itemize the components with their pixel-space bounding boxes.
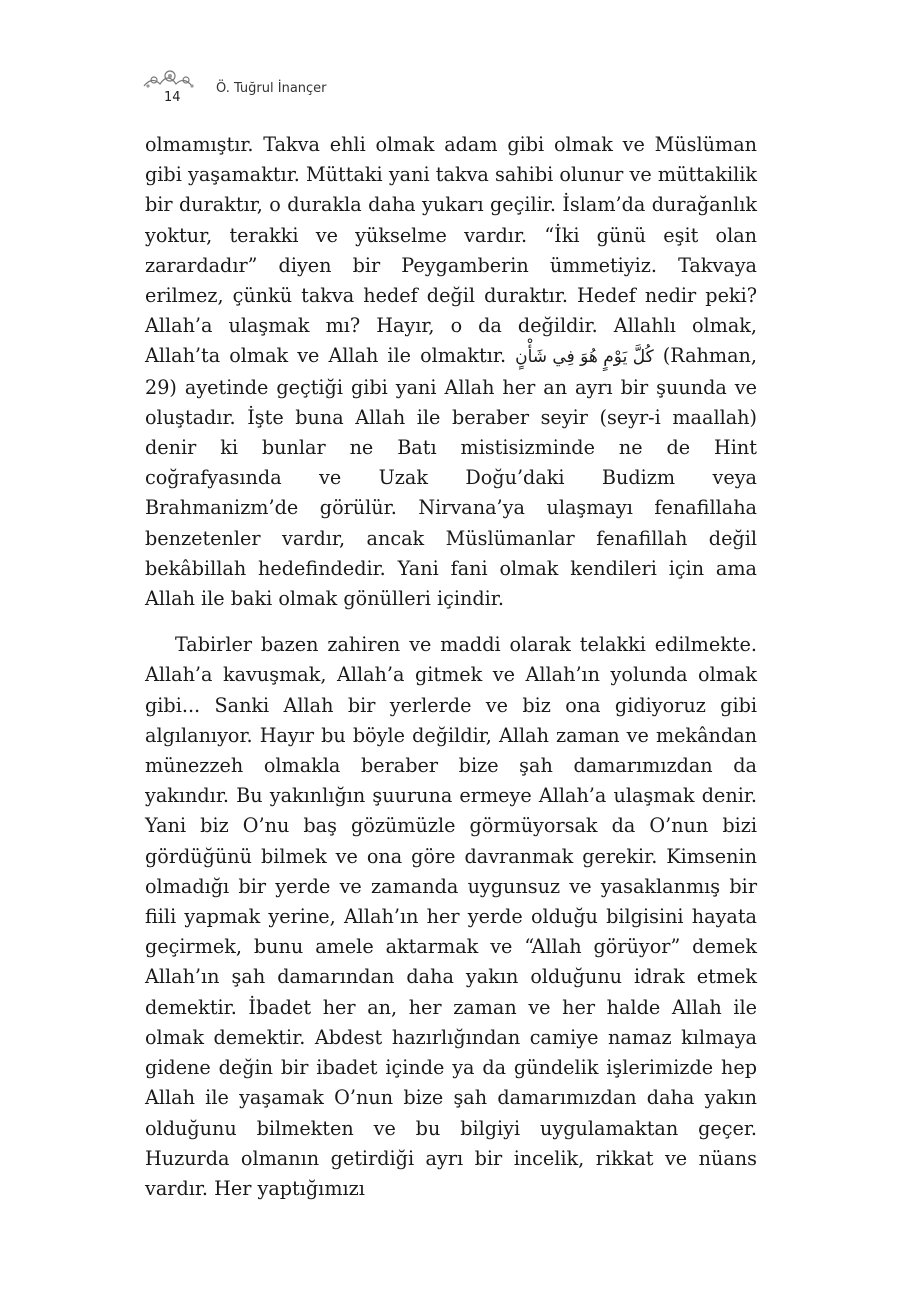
arabic-verse: كُلَّ يَوْمٍ هُوَ فِي شَأْنٍ [515, 347, 654, 368]
paragraph-1 [145, 130, 757, 614]
page-number: 14 [164, 90, 181, 105]
page-header [140, 66, 540, 110]
running-head-author: Ö. Tuğrul İnançer [216, 81, 327, 96]
paragraph-2: Tabirler bazen zahiren ve maddi olarak telakki edilmekte. Allah’a kavuşmak, Allah’a gitmek ve Allah’ın yolunda olmak gibi... Sanki Allah bir yerlerde ve biz ona gidiyoruz gibi algılanıyor. Hayır bu böyle değildir, Allah zaman ve mekândan münezzeh olmakla beraber bize şah damarımızdan da yakındır. Bu yakınlığın şuuruna ermeye Allah’a ulaşmak denir. Yani biz O’nu baş gözümüzle görmüyorsak da O’nun bizi gördüğünü bilmek ve ona göre davranmak gerekir. Kimsenin olmadığı bir yerde ve zamanda uygunsuz ve yasaklanmış bir fiili yapmak yerine, Allah’ın her yerde olduğu bilgisini hayata geçirmek, bunu amele aktarmak ve “Allah görüyor” demek Allah’ın şah damarından daha yakın olduğunu idrak etmek demektir. İbadet her an, her zaman ve her halde Allah ile olmak demektir. Abdest hazırlığından camiye namaz kılmaya gidene değin bir ibadet içinde ya da gündelik işlerimizde hep Allah ile yaşamak O’nun bize şah damarımızdan daha yakın olduğunu bilmekten ve bu bilgiyi uygulamaktan geçer. Huzurda olmanın getirdiği ayrı bir incelik, rikkat ve nüans vardır. Her yaptığımızı [145, 633, 757, 1200]
body-text [145, 130, 757, 1204]
paragraph-1-end: (Rahman, 29) ayetinde geçtiği gibi yani Allah her an ayrı bir şuunda ve oluştadır. İşte buna Allah ile beraber seyir (seyr-i maallah) denir ki bunlar ne Batı mistisizminde ne de Hint coğrafyasında ve Uzak Doğu’daki Budizm veya Brahmanizm’de görülür. Nirvana’ya ulaşmayı fenafillaha benzetenler vardır, ancak Müslümanlar fenafillah değil bekâbillah hedefindedir. Yani fani olmak kendileri için ama Allah ile baki olmak gönülleri içindir. [145, 344, 757, 611]
paragraph-1-start: olmamıştır. Takva ehli olmak adam gibi olmak ve Müslüman gibi yaşamaktır. Müttaki yani takva sahibi olunur ve müttakilik bir duraktır, o durakla daha yukarı geçilir. İslam’da durağanlık yoktur, terakki ve yükselme vardır. “İki günü eşit olan zarardadır” diyen bir Peygamberin ümmetiyiz. Takvaya erilmez, çünkü takva hedef değil duraktır. Hedef nedir peki? Allah’a ulaşmak mı? Hayır, o da değildir. Allahlı olmak, Allah’ta olmak ve Allah ile olmaktır. [145, 133, 757, 368]
